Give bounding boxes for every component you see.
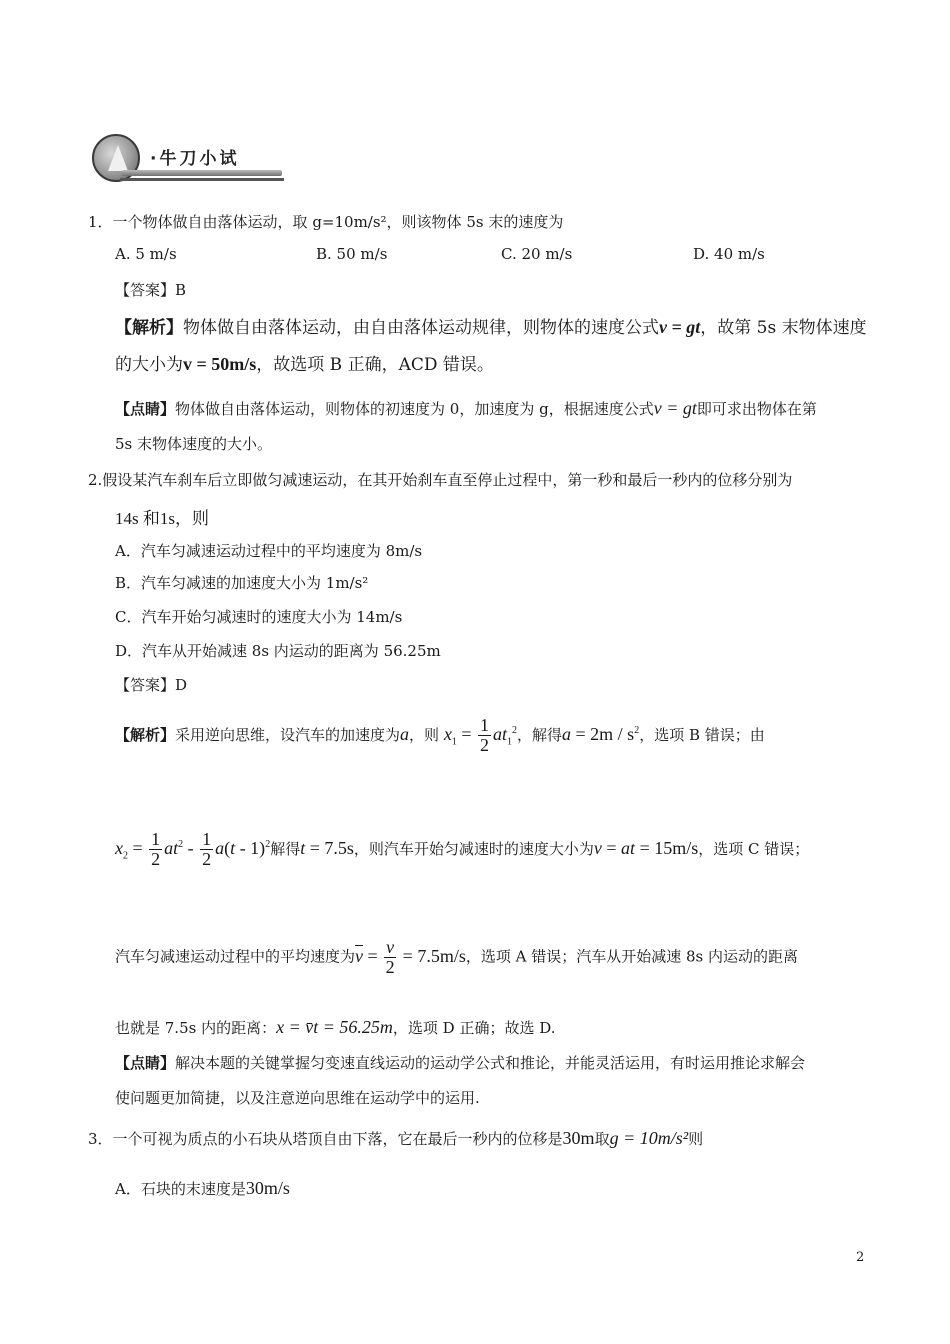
q1-analysis-text-c: 的大小为	[115, 355, 183, 375]
q2-option-b: B．汽车匀减速的加速度大小为 1m/s²	[115, 574, 369, 592]
q2-analysis-text-c: ，解得	[517, 726, 563, 744]
q1-analysis-label: 【解析】	[115, 318, 183, 338]
q3-displacement: 30m	[562, 1128, 595, 1148]
q2-stem-line1: 2.假设某汽车刹车后立即做匀减速运动，在其开始刹车直至停止过程中，第一秒和最后一秒内的位移分别为	[88, 471, 793, 489]
q2-option-d: D．汽车从开始减速 8s 内运动的距离为 56.25m	[115, 642, 441, 660]
q2-analysis-text: 采用逆向思维，设汽车的加速度为	[175, 726, 401, 744]
q1-comment-formula: v = gt	[653, 398, 697, 418]
q3-option-a-text: A．石块的末速度是	[115, 1180, 246, 1198]
q2-formula-t: t = 7.5s	[300, 838, 354, 858]
section-banner	[92, 134, 292, 186]
q2-analysis-text-f: ，则汽车开始匀减速时的速度大小为	[353, 840, 594, 858]
q3-stem-text-c: 则	[688, 1130, 704, 1148]
q1-analysis-line1	[115, 313, 867, 338]
q2-analysis-label: 【解析】	[115, 726, 176, 744]
q2-analysis-text-i: ，选项 A 错误；汽车从开始减速 8s 内运动的距离	[465, 947, 798, 966]
banner-title: ·牛刀小试	[150, 149, 240, 169]
page-number: 2	[856, 1250, 865, 1265]
q2-formula-v-at: v = at = 15m/s	[593, 838, 699, 858]
q2-analysis-text-d: ，选项 B 错误；由	[639, 726, 765, 744]
q2-analysis-text-b: ，则	[409, 726, 440, 744]
q2-answer: 【答案】D	[115, 676, 188, 694]
q2-formula-x2: $x_2$ = $\frac{1}{2}$ $at^2$ - $\frac{1}{2}$ a(t - 1)$^2$	[115, 829, 271, 870]
q2-stem-line2: 14s 和1s，则	[115, 509, 209, 528]
q1-option-d: D. 40 m/s	[693, 245, 765, 263]
q2-comment-line2: 使问题更加简捷，以及注意逆向思维在运动学中的运用.	[115, 1089, 480, 1107]
q2-formula-a-value: $a = 2m / s^2$	[562, 724, 640, 744]
q2-formula-vbar: $\overline{v}$ = $\frac{v}{2}$ = 7.5m/s	[355, 937, 466, 977]
q3-stem-text-b: 取	[594, 1130, 610, 1148]
q1-analysis-line2	[115, 350, 494, 375]
q1-option-c: C. 20 m/s	[501, 245, 573, 263]
q1-formula-v-50: v = 50m/s	[183, 354, 257, 374]
q1-option-b: B. 50 m/s	[316, 245, 388, 263]
q1-comment-text-b: 即可求出物体在第	[696, 400, 817, 418]
q1-analysis-text-d: ，故选项 B 正确，ACD 错误。	[256, 355, 494, 375]
q1-stem: 1．一个物体做自由落体运动，取 g=10m/s²，则该物体 5s 末的速度为	[88, 213, 564, 231]
q3-stem	[88, 1128, 703, 1149]
q1-formula-v-gt: v = gt	[659, 317, 701, 337]
q2-formula-x1: $x_1$ = $\frac{1}{2}$ $at_1^2$	[443, 715, 517, 756]
q3-gravity: g = 10m/s²	[609, 1128, 689, 1148]
q3-option-a	[115, 1178, 290, 1199]
q2-analysis-text-j: 也就是 7.5s 内的距离：	[115, 1019, 277, 1037]
q1-comment-text: 物体做自由落体运动，则物体的初速度为 0，加速度为 g，根据速度公式	[175, 400, 654, 418]
q2-analysis-line2	[115, 830, 809, 872]
q1-answer: 【答案】B	[115, 281, 187, 299]
q2-option-c: C．汽车开始匀减速时的速度大小为 14m/s	[115, 608, 403, 626]
q2-analysis-text-k: ，选项 D 正确；故选 D.	[392, 1019, 556, 1037]
q2-analysis-line4	[115, 1017, 555, 1038]
q2-formula-a: a	[400, 724, 410, 744]
q1-analysis-text: 物体做自由落体运动，由自由落体运动规律，则物体的速度公式	[183, 318, 659, 338]
q3-option-a-value: 30m/s	[245, 1178, 290, 1198]
q2-analysis-line1	[115, 716, 765, 758]
q2-option-a: A．汽车匀减速运动过程中的平均速度为 8m/s	[115, 542, 423, 560]
q1-option-a: A. 5 m/s	[115, 245, 177, 263]
q2-analysis-text-g: ，选项 C 错误；	[698, 840, 810, 858]
q2-analysis-text-h: 汽车匀减速运动过程中的平均速度为	[115, 947, 356, 966]
q1-comment-label: 【点睛】	[115, 400, 176, 418]
q1-analysis-text-b: ，故第 5s 末物体速度	[700, 318, 867, 338]
q2-comment-line1	[115, 1052, 805, 1073]
q1-comment-line1	[115, 398, 817, 419]
q2-comment-text: 解决本题的关键掌握匀变速直线运动的运动学公式和推论，并能灵活运用，有时运用推论求解会	[175, 1054, 806, 1072]
q2-analysis-text-e: 解得	[270, 840, 301, 858]
q3-stem-text: 3．一个可视为质点的小石块从塔顶自由下落，它在最后一秒内的位移是	[88, 1130, 563, 1148]
banner-bar	[122, 170, 282, 176]
q1-comment-line2: 5s 末物体速度的大小。	[115, 435, 273, 453]
q2-formula-x: x = v̄t = 56.25m	[276, 1017, 393, 1037]
q2-analysis-line3	[115, 938, 798, 977]
q2-comment-label: 【点睛】	[115, 1054, 176, 1072]
banner-underline	[120, 178, 284, 181]
